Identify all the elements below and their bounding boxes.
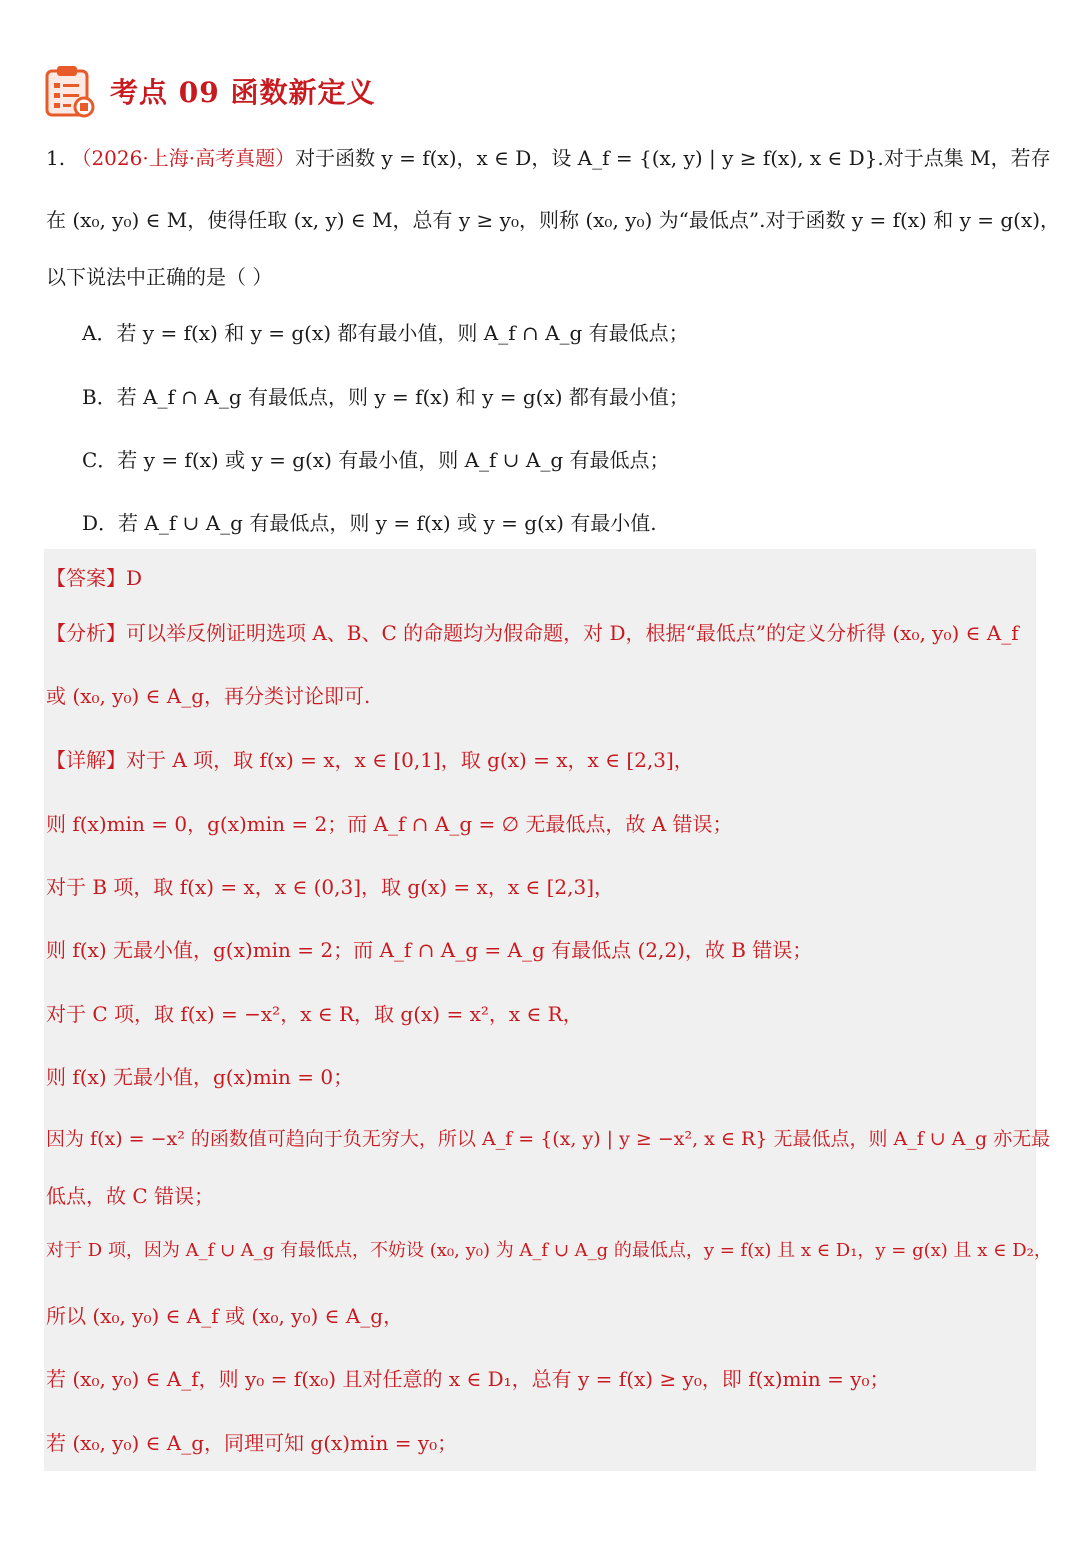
answer-label: 【答案】	[46, 566, 126, 590]
detail-line-12: 若 (x₀, y₀) ∈ A_g，同理可知 g(x)min = y₀；	[46, 1431, 458, 1455]
page-title: 考点 09 函数新定义	[110, 76, 376, 109]
detail-line-8: 低点，故 C 错误；	[46, 1184, 215, 1208]
clipboard-icon	[44, 63, 96, 119]
question-line-2: 在 (x₀, y₀) ∈ M，使得任取 (x, y) ∈ M，总有 y ≥ y₀，则称 (x₀, y₀) 为“最低点”.对于函数 y = f(x) 和 y = g(x)，	[46, 208, 1061, 232]
analysis-label: 【分析】	[46, 621, 126, 645]
question-line-1	[46, 142, 1051, 171]
detail-label: 【详解】	[46, 748, 126, 772]
answer-line	[46, 562, 142, 591]
answer-value: D	[126, 566, 143, 590]
detail-line-3: 对于 B 项，取 f(x) = x，x ∈ (0,3]，取 g(x) = x，x ∈ [2,3]，	[46, 875, 615, 899]
question-number: 1.	[46, 146, 66, 170]
detail-line-11: 若 (x₀, y₀) ∈ A_f，则 y₀ = f(x₀) 且对任意的 x ∈ D₁，总有 y = f(x) ≥ y₀，即 f(x)min = y₀；	[46, 1367, 890, 1391]
option-c: C．若 y = f(x) 或 y = g(x) 有最小值，则 A_f ∪ A_g 有最低点；	[82, 448, 670, 472]
detail-line-5: 对于 C 项，取 f(x) = −x²，x ∈ R，取 g(x) = x²，x ∈ R，	[46, 1002, 583, 1026]
section-header	[44, 60, 375, 122]
detail-line-2: 则 f(x)min = 0，g(x)min = 2；而 A_f ∩ A_g = ∅ 无最低点，故 A 错误；	[46, 812, 733, 836]
option-d: D．若 A_f ∪ A_g 有最低点，则 y = f(x) 或 y = g(x) 有最小值.	[82, 511, 657, 535]
detail-line-6: 则 f(x) 无最小值，g(x)min = 0；	[46, 1065, 354, 1089]
option-a: A．若 y = f(x) 和 y = g(x) 都有最小值，则 A_f ∩ A_g 有最低点；	[82, 321, 689, 345]
detail-line-10: 所以 (x₀, y₀) ∈ A_f 或 (x₀, y₀) ∈ A_g，	[46, 1304, 404, 1328]
detail-text-1: 对于 A 项，取 f(x) = x，x ∈ [0,1]，取 g(x) = x，x ∈ [2,3]，	[126, 748, 694, 772]
option-b: B．若 A_f ∩ A_g 有最低点，则 y = f(x) 和 y = g(x) 都有最小值；	[82, 385, 689, 409]
analysis-line-1	[46, 617, 1019, 646]
question-text-1: 对于函数 y = f(x)，x ∈ D，设 A_f = {(x, y) | y ≥ f(x), x ∈ D}.对于点集 M，若存	[295, 146, 1051, 170]
question-line-3: 以下说法中正确的是（ ）	[46, 265, 273, 289]
detail-line-7: 因为 f(x) = −x² 的函数值可趋向于负无穷大，所以 A_f = {(x, y) | y ≥ −x², x ∈ R} 无最低点，则 A_f ∪ A_g 亦无最	[46, 1128, 1051, 1150]
question-source: （2026·上海·高考真题）	[71, 146, 296, 170]
detail-line-4: 则 f(x) 无最小值，g(x)min = 2；而 A_f ∩ A_g = A_g 有最低点 (2,2)，故 B 错误；	[46, 938, 813, 962]
detail-line-1	[46, 744, 694, 773]
analysis-line-2: 或 (x₀, y₀) ∈ A_g，再分类讨论即可.	[46, 684, 371, 708]
detail-line-9: 对于 D 项，因为 A_f ∪ A_g 有最低点，不妨设 (x₀, y₀) 为 A_f ∪ A_g 的最低点，y = f(x) 且 x ∈ D₁，y = g(x) 且 x ∈ D₂，	[46, 1240, 1052, 1261]
analysis-text-1: 可以举反例证明选项 A、B、C 的命题均为假命题，对 D，根据“最低点”的定义分析得 (x₀, y₀) ∈ A_f	[126, 621, 1019, 645]
